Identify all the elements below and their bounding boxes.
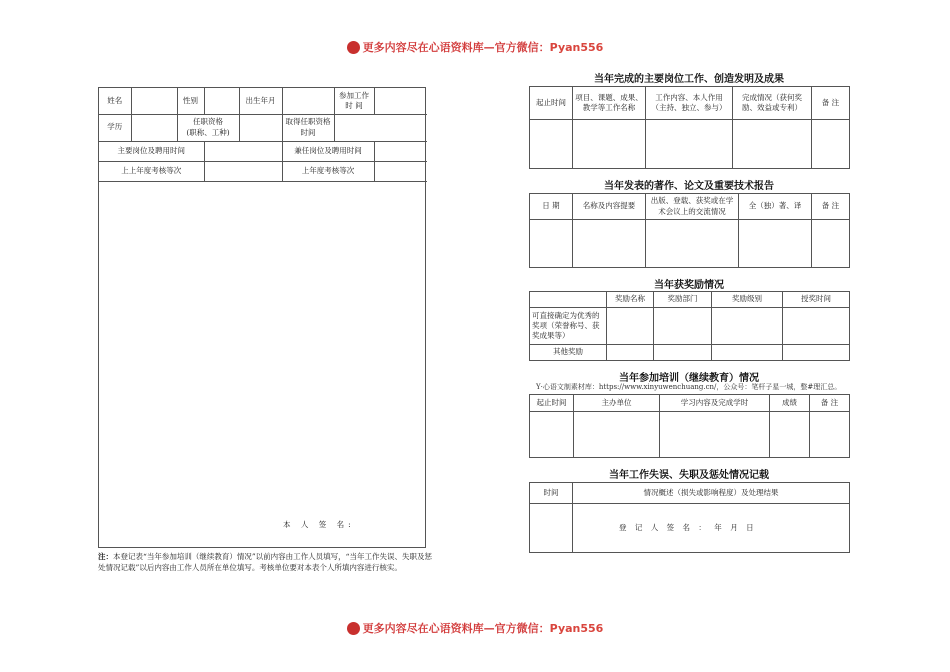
personal-info-table [99, 88, 427, 182]
prev-eval-value[interactable] [374, 161, 427, 181]
train-header-period: 起止时间 [530, 395, 574, 412]
train-cell-org[interactable] [574, 412, 660, 458]
seal-logo-icon [347, 41, 360, 54]
pub-cell-date[interactable] [530, 220, 573, 268]
publications-title: 当年发表的著作、论文及重要技术报告 [604, 181, 774, 192]
disc-cell-time[interactable] [530, 504, 573, 553]
awards-header-name: 奖励名称 [607, 292, 654, 308]
awards-table [529, 291, 850, 361]
watermark-id: Pyan556 [549, 41, 604, 54]
awards-excellent-name[interactable] [607, 308, 654, 345]
watermark-text: 更多内容尽在心语资料库—官方微信： [362, 41, 550, 54]
pub-header-authorship: 全（独）著、译 [739, 194, 812, 220]
train-header-org: 主办单位 [574, 395, 660, 412]
pub-cell-channel[interactable] [646, 220, 739, 268]
name-label: 姓名 [99, 88, 131, 114]
train-cell-content[interactable] [660, 412, 770, 458]
obtain-time-label: 取得任职资格时间 [282, 114, 334, 141]
work-start-value[interactable] [374, 88, 427, 114]
prev2-eval-label: 上上年度考核等次 [99, 161, 204, 181]
recorder-signature[interactable]: 登 记 人 签 名 ： 年 月 日 [573, 504, 850, 553]
train-cell-score[interactable] [770, 412, 810, 458]
achievements-title: 当年完成的主要岗位工作、创造发明及成果 [594, 74, 784, 85]
ach-header-period: 起止时间 [530, 87, 573, 120]
inline-source-note: Y·心语文制素材库：https://www.xinyuwenchuang.cn/，公众号：笔杆子星一城，整#理汇总。 [536, 383, 842, 391]
gender-label: 性别 [177, 88, 204, 114]
ach-header-result: 完成情况（获何奖励、效益或专利） [733, 87, 812, 120]
ach-header-name: 项目、课题、成果、教学等工作名称 [573, 87, 646, 120]
pub-header-remark: 备 注 [812, 194, 850, 220]
watermark-bottom [0, 620, 950, 636]
main-post-label: 主要岗位及聘用时间 [99, 141, 204, 161]
form-note [98, 552, 436, 574]
disc-header-summary: 情况概述（损失或影响程度）及处理结果 [573, 483, 850, 504]
obtain-time-value[interactable] [334, 114, 427, 141]
achievements-table [529, 86, 850, 169]
awards-other-time[interactable] [783, 345, 850, 361]
pub-header-title: 名称及内容提要 [573, 194, 646, 220]
ach-header-remark: 备 注 [812, 87, 850, 120]
awards-other-dept[interactable] [654, 345, 712, 361]
awards-header-blank [530, 292, 607, 308]
ach-cell-content[interactable] [646, 120, 733, 169]
name-value[interactable] [131, 88, 177, 114]
pub-cell-authorship[interactable] [739, 220, 812, 268]
train-header-remark: 备 注 [810, 395, 850, 412]
publications-table [529, 193, 850, 268]
title-qual-sub: (职称、工种) [186, 127, 230, 137]
title-qual-value[interactable] [239, 114, 282, 141]
note-text: 本登记表“当年参加培训（继续教育）情况”以前内容由工作人员填写，“当年工作失误、失职及惩处情况记载”以后内容由工作人员所在单位填写。考核单位要对本表个人所填内容进行核实。 [98, 552, 433, 572]
personal-info-form [98, 87, 426, 548]
awards-other-level[interactable] [712, 345, 783, 361]
awards-title: 当年获奖励情况 [654, 280, 724, 291]
ach-cell-remark[interactable] [812, 120, 850, 169]
watermark-id: Pyan556 [549, 622, 604, 635]
watermark-text: 更多内容尽在心语资料库—官方微信： [362, 622, 550, 635]
birth-value[interactable] [282, 88, 334, 114]
pub-cell-remark[interactable] [812, 220, 850, 268]
awards-row-other: 其他奖励 [530, 345, 607, 361]
train-header-content: 学习内容及完成学时 [660, 395, 770, 412]
gender-value[interactable] [204, 88, 239, 114]
personal-signature-label: 本 人 签 名: [283, 520, 355, 529]
note-label: 注： [98, 552, 113, 561]
education-value[interactable] [131, 114, 177, 141]
title-qual-label [177, 114, 239, 141]
prev-eval-label: 上年度考核等次 [282, 161, 374, 181]
ach-cell-result[interactable] [733, 120, 812, 169]
discipline-title: 当年工作失误、失职及惩处情况记载 [609, 470, 769, 481]
ach-header-content: 工作内容、本人作用（主持、独立、参与） [646, 87, 733, 120]
education-label: 学历 [99, 114, 131, 141]
awards-excellent-level[interactable] [712, 308, 783, 345]
ach-cell-name[interactable] [573, 120, 646, 169]
awards-row-excellent: 可直接确定为优秀的奖项（荣誉称号、获奖成果等） [530, 308, 607, 345]
train-cell-period[interactable] [530, 412, 574, 458]
second-post-value[interactable] [374, 141, 427, 161]
train-cell-remark[interactable] [810, 412, 850, 458]
seal-logo-icon [347, 622, 360, 635]
work-start-label: 参加工作时 间 [334, 88, 374, 114]
prev2-eval-value[interactable] [204, 161, 282, 181]
pub-header-channel: 出版、登载、获奖或在学术会议上的交流情况 [646, 194, 739, 220]
pub-cell-title[interactable] [573, 220, 646, 268]
training-title: 当年参加培训（继续教育）情况 [619, 373, 759, 384]
pub-header-date: 日 期 [530, 194, 573, 220]
disc-header-time: 时间 [530, 483, 573, 504]
awards-other-name[interactable] [607, 345, 654, 361]
training-table [529, 394, 850, 458]
watermark-top [0, 39, 950, 55]
train-header-score: 成绩 [770, 395, 810, 412]
main-post-value[interactable] [204, 141, 282, 161]
awards-excellent-dept[interactable] [654, 308, 712, 345]
ach-cell-period[interactable] [530, 120, 573, 169]
title-qual-text: 任职资格 [193, 117, 223, 127]
birth-label: 出生年月 [239, 88, 282, 114]
second-post-label: 兼任岗位及聘用时间 [282, 141, 374, 161]
discipline-table [529, 482, 850, 553]
awards-header-level: 奖励级别 [712, 292, 783, 308]
awards-excellent-time[interactable] [783, 308, 850, 345]
awards-header-time: 授奖时间 [783, 292, 850, 308]
awards-header-dept: 奖励部门 [654, 292, 712, 308]
